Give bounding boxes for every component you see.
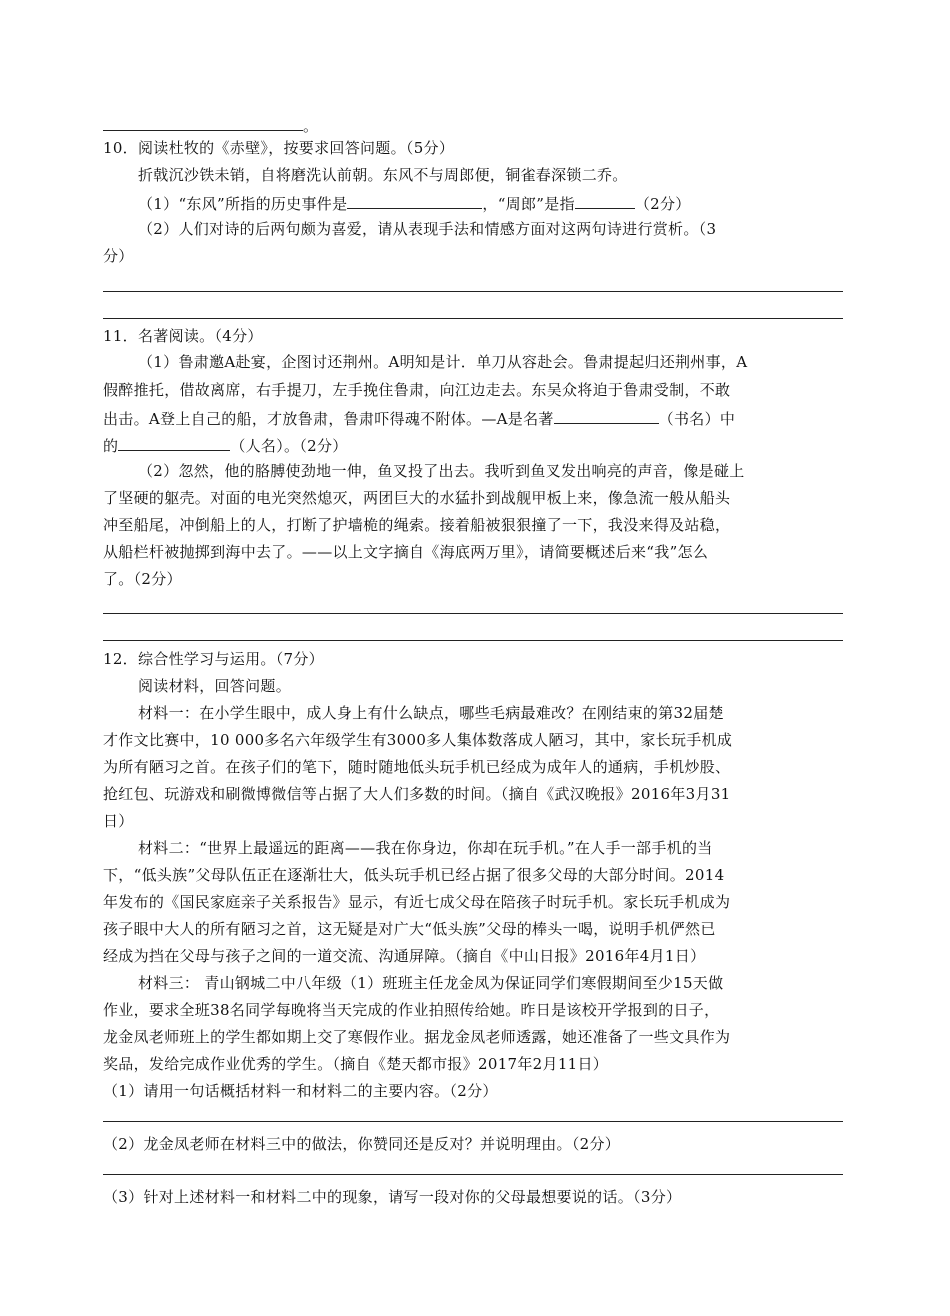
q10-sub1-text-a: （1）“东风”所指的历史事件是 xyxy=(138,195,348,213)
q12-sub2: （2）龙金凤老师在材料三中的做法，你赞同还是反对？并说明理由。（2分） xyxy=(103,1135,621,1153)
q12-intro: 阅读材料，回答问题。 xyxy=(138,677,292,695)
q9-tail: 。 xyxy=(303,117,319,135)
material3-line4: 奖品，发给完成作业优秀的学生。（摘自《楚天都市报》2017年2月11日） xyxy=(103,1055,609,1073)
answer-line[interactable] xyxy=(103,1121,843,1122)
q11-p1-line4-text-b: （人名）。（2分） xyxy=(230,437,348,455)
material2-line1: 材料二：“世界上最遥远的距离——我在你身边，你却在玩手机。”在人手一部手机的当 xyxy=(138,839,713,857)
material1-line5: 日） xyxy=(103,812,134,830)
q11-p1-line3 xyxy=(103,407,843,429)
answer-blank[interactable] xyxy=(103,114,303,131)
q11-p1-line1: （1）鲁肃邀A赴宴，企图讨还荆州。A明知是计．单刀从容赴会。鲁肃提起归还荆州事，A xyxy=(138,353,748,371)
q10-sub1-text-b: ，“周郎”是指 xyxy=(482,195,575,213)
q11-p2-line3: 冲至船尾，冲倒船上的人，打断了护墙桅的绳索。接着船被狠狠撞了一下，我没来得及站稳， xyxy=(103,516,731,534)
q11-p2-line5: 了。（2分） xyxy=(103,570,182,588)
q10-poem: 折戟沉沙铁未销，自将磨洗认前朝。东风不与周郎便，铜雀春深锁二乔。 xyxy=(138,166,628,184)
q11-p2-line1: （2）忽然，他的胳膊使劲地一伸，鱼叉投了出去。我听到鱼叉发出响亮的声音，像是碰上 xyxy=(138,462,745,480)
q10-heading: 10．阅读杜牧的《赤壁》，按要求回答问题。（5分） xyxy=(103,139,455,157)
answer-line[interactable] xyxy=(103,291,843,292)
material2-line4: 孩子眼中大人的所有陋习之首，这无疑是对广大“低头族”父母的棒头一喝，说明手机俨然已 xyxy=(103,920,716,938)
answer-blank-event[interactable] xyxy=(347,192,482,209)
q11-p1-line2: 假醉推托，借故离席，右手提刀，左手挽住鲁肃，向江边走去。东吴众将迫于鲁肃受制，不敢 xyxy=(103,381,731,399)
q11-p1-line3-text-b: （书名）中 xyxy=(658,410,736,428)
material1-line3: 为所有陋习之首。在孩子们的笔下，随时随地低头玩手机已经成为成年人的通病，手机炒股、 xyxy=(103,758,731,776)
material1-line4: 抢红包、玩游戏和刷微博微信等占据了大人们多数的时间。（摘自《武汉晚报》2016年3月31 xyxy=(103,785,731,803)
material1-line2: 才作文比赛中，10 000多名六年级学生有3000多人集体数落成人陋习，其中，家长玩手机成 xyxy=(103,731,733,749)
answer-blank-book[interactable] xyxy=(554,407,659,424)
q9-answer-line xyxy=(103,114,843,136)
material3-line1: 材料三： 青山钢城二中八年级（1）班班主任龙金凤为保证同学们寒假期间至少15天做 xyxy=(138,974,724,992)
q11-p1-line4-text-a: 的 xyxy=(103,437,119,455)
material1-line1: 材料一：在小学生眼中，成人身上有什么缺点，哪些毛病最难改？在刚结束的第32届楚 xyxy=(138,704,724,722)
q12-sub3: （3）针对上述材料一和材料二中的现象，请写一段对你的父母最想要说的话。（3分） xyxy=(103,1188,682,1206)
answer-line[interactable] xyxy=(103,613,843,614)
q11-p2-line2: 了坚硬的躯壳。对面的电光突然熄灭，两团巨大的水猛扑到战舰甲板上来，像急流一般从船头 xyxy=(103,489,731,507)
answer-line[interactable] xyxy=(103,640,843,641)
q10-sub1 xyxy=(138,192,843,214)
q11-heading: 11．名著阅读。（4分） xyxy=(103,327,263,345)
material3-line3: 龙金凤老师班上的学生都如期上交了寒假作业。据龙金凤老师透露，她还准备了一些文具作为 xyxy=(103,1028,731,1046)
q11-p1-line4 xyxy=(103,434,843,456)
answer-line[interactable] xyxy=(103,318,843,319)
q10-sub2-line1: （2）人们对诗的后两句颇为喜爱，请从表现手法和情感方面对这两句诗进行赏析。（3 xyxy=(138,220,717,238)
q12-heading: 12．综合性学习与运用。（7分） xyxy=(103,650,324,668)
q11-p2-line4: 从船栏杆被抛掷到海中去了。——以上文字摘自《海底两万里》，请简要概述后来“我”怎么 xyxy=(103,543,709,561)
material2-line5: 经成为挡在父母与孩子之间的一道交流、沟通屏障。（摘自《中山日报》2016年4月1日） xyxy=(103,947,706,965)
answer-line[interactable] xyxy=(103,1174,843,1175)
material2-line3: 年发布的《国民家庭亲子关系报告》显示，有近七成父母在陪孩子时玩手机。家长玩手机成为 xyxy=(103,893,731,911)
q12-sub1: （1）请用一句话概括材料一和材料二的主要内容。（2分） xyxy=(103,1082,498,1100)
q10-sub2-line2: 分） xyxy=(103,247,134,265)
material3-line2: 作业，要求全班38名同学每晚将当天完成的作业拍照传给她。昨日是该校开学报到的日子， xyxy=(103,1001,720,1019)
answer-blank-zhoulang[interactable] xyxy=(575,192,635,209)
q10-sub1-text-c: （2分） xyxy=(634,195,691,213)
q11-p1-line3-text-a: 出击。A登上自己的船，才放鲁肃，鲁肃吓得魂不附体。—A是名著 xyxy=(103,410,554,428)
material2-line2: 下，“低头族”父母队伍正在逐渐壮大，低头玩手机已经占据了很多父母的大部分时间。2014 xyxy=(103,866,725,884)
answer-blank-person[interactable] xyxy=(118,434,230,451)
